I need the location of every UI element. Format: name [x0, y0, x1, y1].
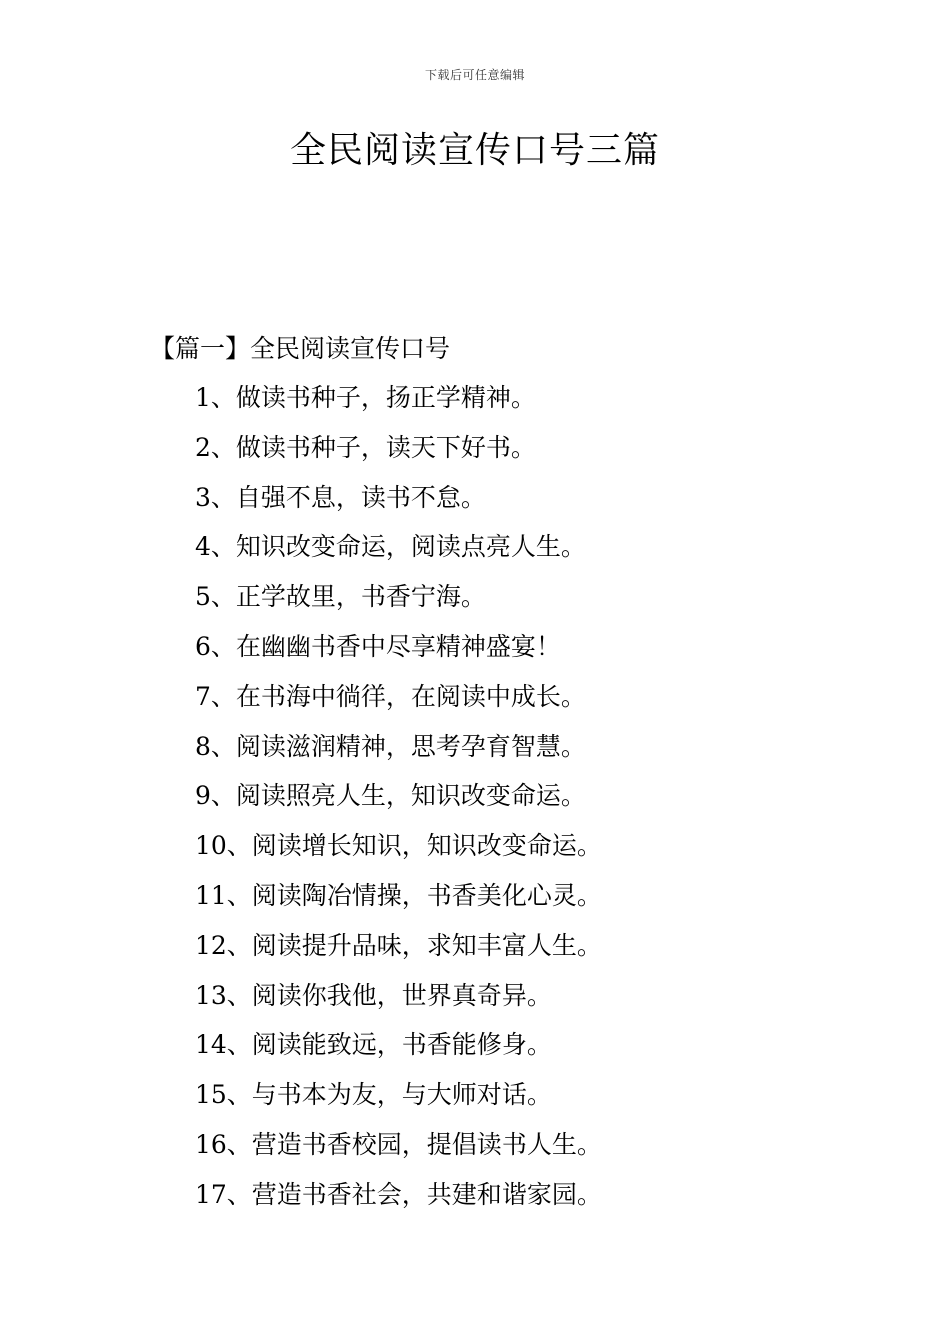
slogan-item: 10、阅读增长知识，知识改变命运。: [195, 831, 602, 861]
slogan-item: 1、做读书种子，扬正学精神。: [195, 383, 536, 412]
header-note: 下载后可任意编辑: [424, 68, 525, 82]
slogan-item: 16、营造书香校园，提倡读书人生。: [195, 1129, 602, 1159]
slogan-item: 17、营造书香社会，共建和谐家园。: [195, 1179, 602, 1209]
slogan-item: 3、自强不息，读书不怠。: [195, 482, 486, 512]
slogan-item: 14、阅读能致远，书香能修身。: [195, 1030, 552, 1060]
slogan-item: 6、在幽幽书香中尽享精神盛宴！: [195, 631, 561, 661]
slogan-item: 7、在书海中徜徉，在阅读中成长。: [195, 681, 586, 711]
slogan-item: 9、阅读照亮人生，知识改变命运。: [195, 781, 586, 811]
slogan-list: [195, 381, 602, 1228]
slogan-item: 11、阅读陶冶情操，书香美化心灵。: [195, 880, 602, 910]
slogan-item: 15、与书本为友，与大师对话。: [195, 1080, 552, 1110]
slogan-item: 12、阅读提升品味，求知丰富人生。: [195, 930, 602, 960]
slogan-item: 4、知识改变命运，阅读点亮人生。: [195, 532, 586, 562]
document-title: 全民阅读宣传口号三篇: [289, 130, 660, 171]
slogan-item: 13、阅读你我他，世界真奇异。: [195, 980, 552, 1010]
slogan-item: 8、阅读滋润精神，思考孕育智慧。: [195, 731, 586, 761]
section-heading: 【篇一】全民阅读宣传口号: [150, 334, 451, 363]
slogan-item: 5、正学故里，书香宁海。: [195, 582, 486, 612]
slogan-item: 2、做读书种子，读天下好书。: [195, 432, 536, 462]
